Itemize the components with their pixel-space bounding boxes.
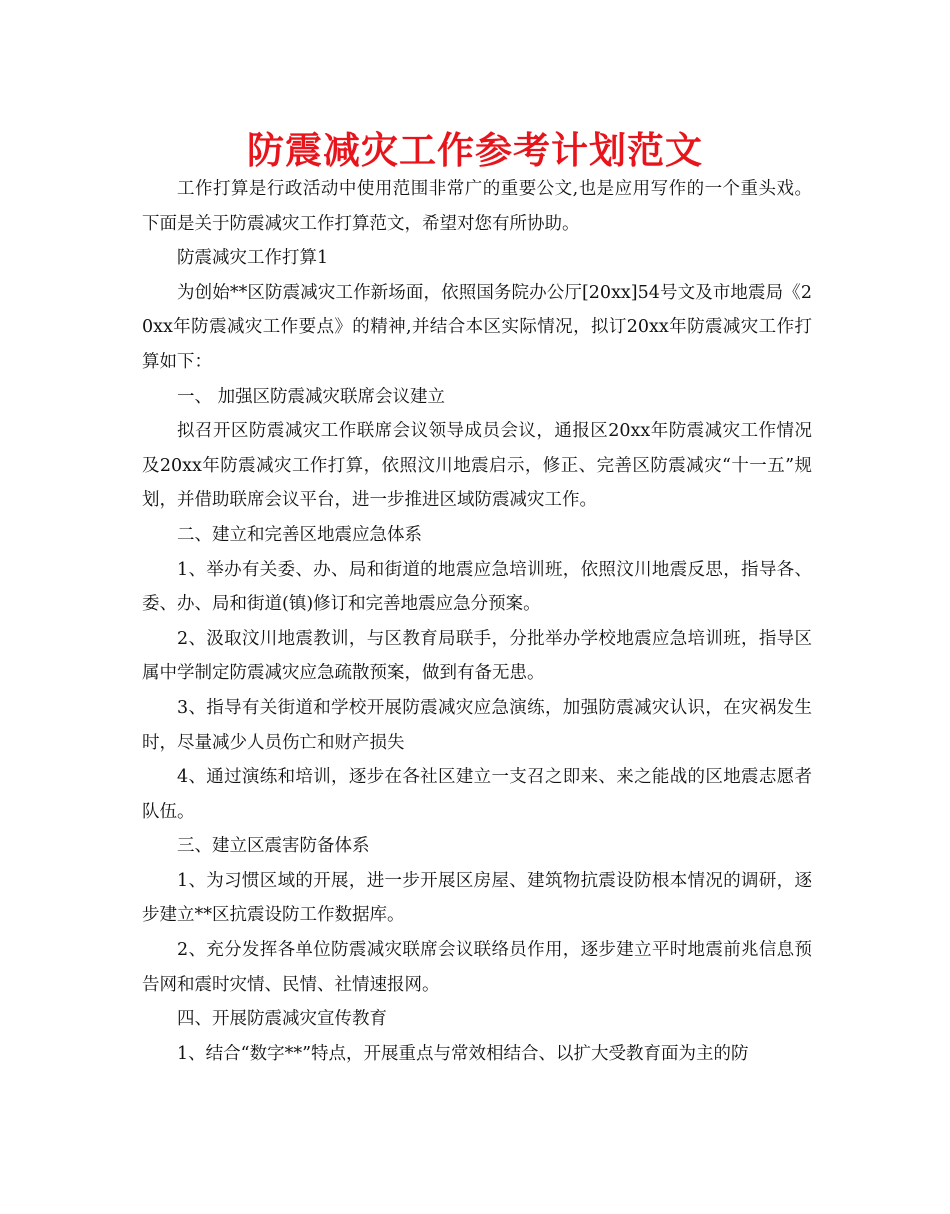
section-heading-1: 一、 加强区防震减灾联席会议建立 xyxy=(177,386,446,407)
section-2-item-2: 2、汲取汶川地震教训，与区教育局联手，分批举办学校地震应急培训班，指导区属中学制定防震减灾应急疏散预案，做到有备无患。 xyxy=(142,628,812,684)
section-3-item-2: 2、充分发挥各单位防震减灾联席会议联络员作用，逐步建立平时地震前兆信息预告网和震时灾情、民情、社情速报网。 xyxy=(142,940,812,995)
document-title: 防震减灾工作参考计划范文 xyxy=(247,128,703,172)
section-heading-3: 三、建立区震害防备体系 xyxy=(177,836,370,857)
document-body xyxy=(142,172,812,1071)
section-1-paragraph: 拟召开区防震减灾工作联席会议领导成员会议，通报区20xx年防震减灾工作情况及20xx年防震减灾工作打算，依照汶川地震启示，修正、完善区防震减灾“十一五”规划，并借助联席会议平台，进一步推进区域防震减灾工作。 xyxy=(142,421,812,511)
section-heading-2: 二、建立和完善区地震应急体系 xyxy=(177,524,422,545)
section-2-item-3: 3、指导有关街道和学校开展防震减灾应急演练，加强防震减灾认识，在灾祸发生时，尽量减少人员伤亡和财产损失 xyxy=(142,697,812,753)
section-heading-plan-1: 防震减灾工作打算1 xyxy=(177,248,329,269)
plan-preamble-paragraph: 为创始**区防震减灾工作新场面，依照国务院办公厅[20xx]54号文及市地震局《20xx年防震减灾工作要点》的精神,并结合本区实际情况，拟订20xx年防震减灾工作打算如下： xyxy=(142,282,812,372)
section-heading-4: 四、开展防震减灾宣传教育 xyxy=(177,1009,387,1030)
section-3-item-1: 1、为习惯区域的开展，进一步开展区房屋、建筑物抗震设防根本情况的调研，逐步建立**区抗震设防工作数据库。 xyxy=(142,870,812,926)
section-2-item-1: 1、举办有关委、办、局和街道的地震应急培训班，依照汶川地震反思，指导各、委、办、局和街道(镇)修订和完善地震应急分预案。 xyxy=(142,559,812,615)
intro-paragraph: 工作打算是行政活动中使用范围非常广的重要公文,也是应用写作的一个重头戏。下面是关于防震减灾工作打算范文，希望对您有所协助。 xyxy=(142,179,812,234)
section-2-item-4: 4、通过演练和培训，逐步在各社区建立一支召之即来、来之能战的区地震志愿者队伍。 xyxy=(142,767,812,822)
section-4-item-1: 1、结合“数字**”特点，开展重点与常效相结合、以扩大受教育面为主的防 xyxy=(177,1043,749,1064)
